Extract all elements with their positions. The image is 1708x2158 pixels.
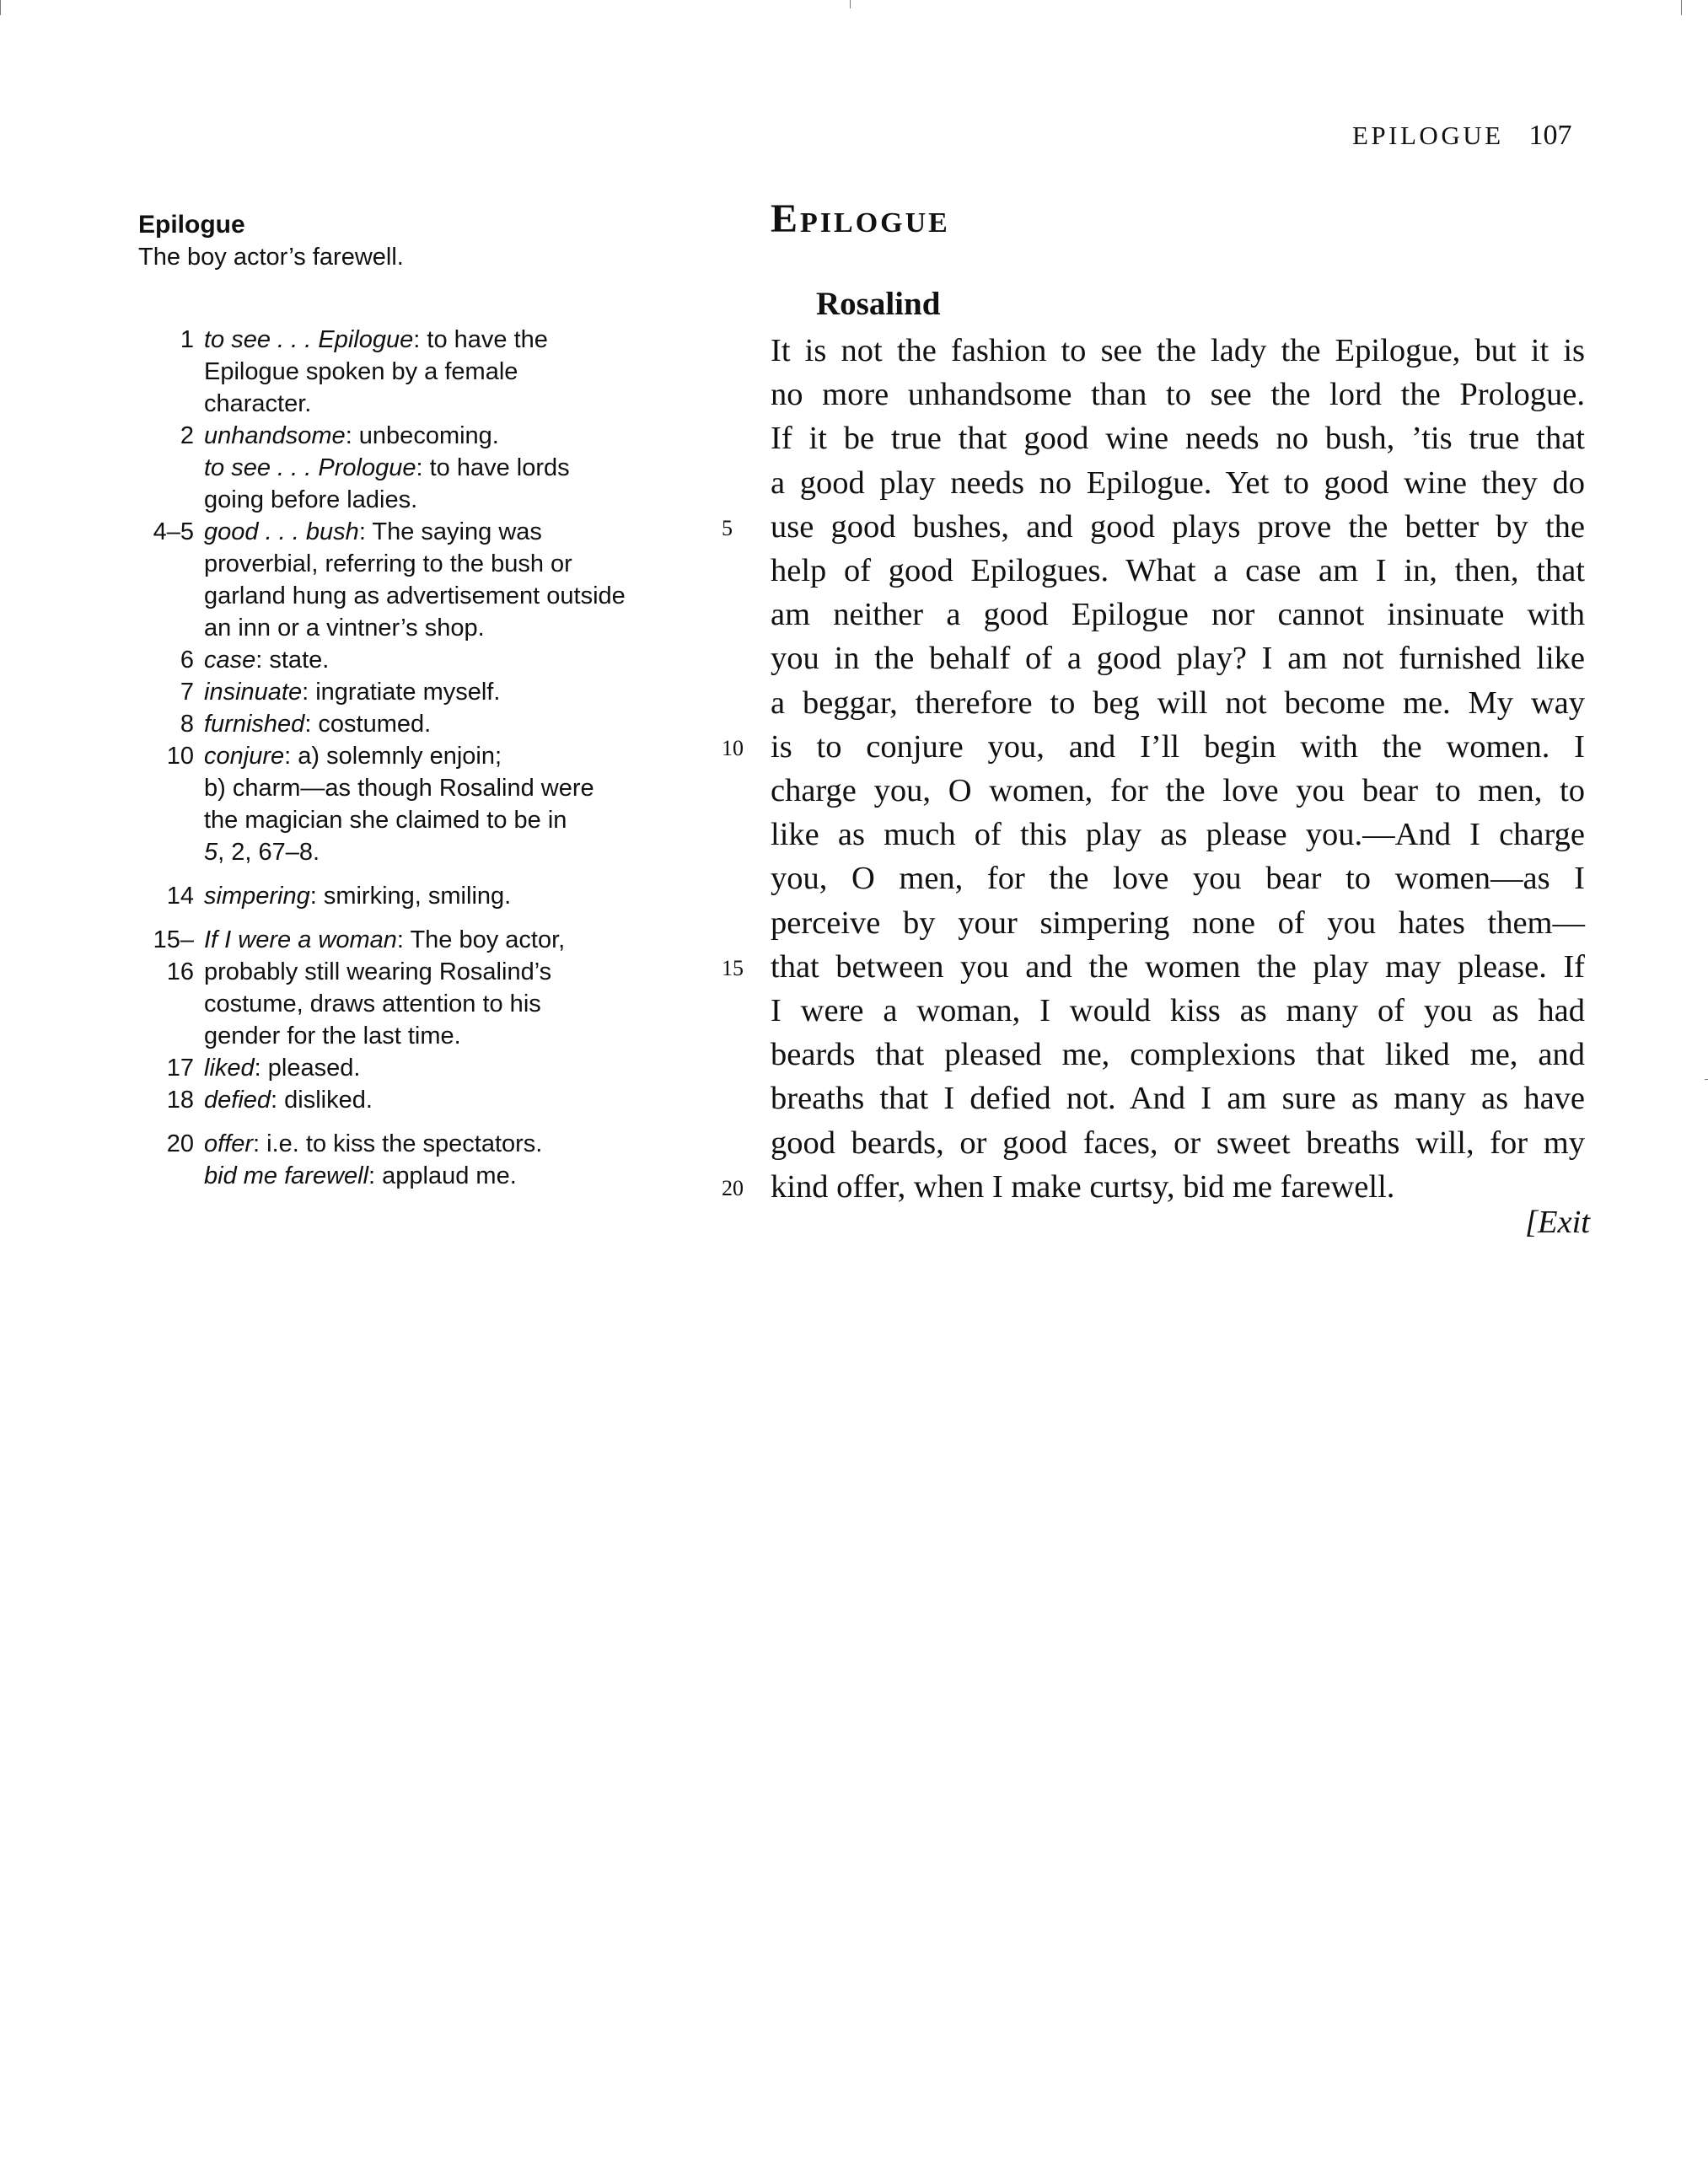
play-line-text: is to conjure you, and I’ll begin with the women. I bbox=[771, 728, 1585, 765]
note-gloss: : a) solemnly enjoin; bbox=[284, 743, 502, 770]
note-line: garland hung as advertisement outside bbox=[204, 582, 626, 609]
play-line bbox=[722, 1165, 1585, 1209]
play-line-text: I were a woman, I would kiss as many of you as had bbox=[771, 993, 1585, 1029]
note-gloss: : smirking, smiling. bbox=[309, 883, 512, 910]
stage-direction-exit: [Exit bbox=[1525, 1205, 1590, 1240]
note-lemma: furnished bbox=[204, 711, 305, 738]
note-item bbox=[138, 676, 678, 708]
play-title-rest: PILOGUE bbox=[800, 207, 950, 239]
running-head bbox=[1352, 120, 1590, 152]
note-lemma: conjure bbox=[204, 743, 285, 770]
note-line bbox=[204, 708, 678, 740]
note-item bbox=[138, 420, 678, 452]
crop-mark bbox=[1681, 0, 1682, 15]
note-line: probably still wearing Rosalind’s bbox=[204, 958, 552, 985]
play-line-text: a beggar, therefore to beg will not become me. My way bbox=[771, 684, 1585, 721]
play-line-text: am neither a good Epilogue nor cannot insinuate with bbox=[771, 597, 1585, 633]
page-number: 107 bbox=[1528, 120, 1572, 151]
note-line-number: 20 bbox=[166, 1130, 194, 1157]
note-lemma: defied bbox=[204, 1087, 271, 1114]
note-lemma: good . . . bush bbox=[204, 518, 359, 545]
note-gloss: : ingratiate myself. bbox=[302, 679, 501, 706]
note-line: costume, draws attention to his bbox=[204, 990, 541, 1017]
play-line-text: kind offer, when I make curtsy, bid me farewell. bbox=[771, 1168, 1395, 1205]
play-line-text: a good play needs no Epilogue. Yet to good wine they do bbox=[771, 464, 1585, 501]
note-item bbox=[138, 880, 678, 912]
play-line-text: perceive by your simpering none of you hates them— bbox=[771, 905, 1585, 941]
play-line bbox=[771, 329, 1585, 373]
note-gloss: : i.e. to kiss the spectators. bbox=[253, 1130, 543, 1157]
note-item bbox=[138, 924, 678, 1052]
play-line bbox=[771, 901, 1585, 945]
note-line bbox=[204, 924, 678, 956]
note-gloss: : state. bbox=[255, 647, 330, 674]
note-lemma: unhandsome bbox=[204, 422, 346, 449]
note-lemma: offer bbox=[204, 1130, 254, 1157]
play-line-number: 15 bbox=[722, 955, 744, 980]
crop-mark bbox=[850, 0, 851, 8]
play-line-text: It is not the fashion to see the lady the Epilogue, but it is bbox=[771, 333, 1585, 368]
play-line-text: beards that pleased me, complexions that liked me, and bbox=[771, 1037, 1585, 1073]
play-line bbox=[771, 636, 1585, 680]
note-line: proverbial, referring to the bush or bbox=[204, 550, 572, 577]
play-line-text: use good bushes, and good plays prove the better by the bbox=[771, 508, 1585, 545]
play-line-text: help of good Epilogues. What a case am I in, then, that bbox=[771, 553, 1585, 589]
play-line bbox=[771, 769, 1585, 813]
note-line: b) charm—as though Rosalind were bbox=[204, 775, 594, 802]
play-line bbox=[771, 373, 1585, 416]
crop-mark bbox=[0, 0, 1, 15]
note-lemma: If I were a woman bbox=[204, 926, 397, 953]
play-title-initial: E bbox=[771, 196, 801, 241]
note-list bbox=[138, 324, 678, 1192]
play-line bbox=[771, 549, 1585, 593]
play-line-text: good beards, or good faces, or sweet breaths will, for my bbox=[771, 1125, 1585, 1161]
note-line bbox=[204, 1160, 678, 1192]
play-line-text: no more unhandsome than to see the lord the Prologue. bbox=[771, 377, 1585, 413]
play-line bbox=[771, 416, 1585, 460]
note-line-number: 10 bbox=[166, 743, 194, 770]
note-line-number: 15–16 bbox=[153, 926, 194, 985]
notes-subtitle: The boy actor’s farewell. bbox=[138, 244, 404, 271]
note-item bbox=[138, 452, 678, 516]
play-text bbox=[722, 329, 1585, 1209]
note-line-number: 8 bbox=[180, 711, 194, 738]
note-gloss: : unbecoming. bbox=[345, 422, 499, 449]
play-line bbox=[771, 856, 1585, 900]
notes-title: Epilogue bbox=[138, 211, 245, 239]
note-line: going before ladies. bbox=[204, 486, 418, 513]
play-line bbox=[771, 461, 1585, 505]
note-line bbox=[204, 1128, 678, 1160]
play-line bbox=[771, 813, 1585, 856]
play-line bbox=[722, 945, 1585, 989]
commentary-notes bbox=[138, 209, 678, 1192]
note-line-number: 4–5 bbox=[153, 518, 194, 545]
play-line bbox=[771, 1121, 1585, 1165]
note-line bbox=[204, 1052, 678, 1084]
note-gloss: : to have the bbox=[413, 326, 548, 353]
play-line bbox=[771, 681, 1585, 725]
play-section-title bbox=[771, 196, 950, 242]
note-item bbox=[138, 1160, 678, 1192]
note-item bbox=[138, 516, 678, 644]
play-line-number: 5 bbox=[722, 515, 733, 540]
note-gloss: : disliked. bbox=[271, 1087, 373, 1114]
note-lemma: to see . . . Epilogue bbox=[204, 326, 414, 353]
play-line bbox=[722, 505, 1585, 549]
speaker-name: Rosalind bbox=[816, 286, 941, 322]
play-line bbox=[771, 989, 1585, 1033]
note-lemma: case bbox=[204, 647, 256, 674]
note-gloss: : to have lords bbox=[416, 454, 570, 481]
note-gloss: , 2, 67–8. bbox=[218, 839, 320, 866]
note-gloss: : costumed. bbox=[304, 711, 432, 738]
play-line bbox=[771, 1076, 1585, 1120]
note-lemma: to see . . . Prologue bbox=[204, 454, 416, 481]
note-line-number: 18 bbox=[166, 1087, 194, 1114]
play-line bbox=[722, 725, 1585, 769]
play-line-text: you in the behalf of a good play? I am not furnished like bbox=[771, 641, 1585, 677]
note-line bbox=[204, 644, 678, 676]
note-line: character. bbox=[204, 390, 312, 417]
note-gloss: : The saying was bbox=[358, 518, 542, 545]
play-line-number: 10 bbox=[722, 735, 744, 760]
note-item bbox=[138, 708, 678, 740]
play-line-number: 20 bbox=[722, 1175, 744, 1200]
note-line bbox=[204, 836, 678, 868]
play-line-text: breaths that I defied not. And I am sure as many as have bbox=[771, 1081, 1585, 1117]
play-line-text: If it be true that good wine needs no bush, ’tis true that bbox=[771, 421, 1585, 457]
note-line bbox=[204, 324, 678, 356]
note-lemma: 5 bbox=[204, 839, 218, 866]
note-line-number: 2 bbox=[180, 422, 194, 449]
note-gloss: : pleased. bbox=[254, 1055, 361, 1082]
note-line: Epilogue spoken by a female bbox=[204, 358, 518, 385]
note-line bbox=[204, 516, 678, 548]
note-gloss: : The boy actor, bbox=[396, 926, 566, 953]
play-line-text: charge you, O women, for the love you bear to men, to bbox=[771, 773, 1585, 809]
running-head-title: EPILOGUE bbox=[1352, 121, 1504, 150]
note-line bbox=[204, 420, 678, 452]
play-line-text: that between you and the women the play may please. If bbox=[771, 948, 1585, 985]
note-line bbox=[204, 452, 678, 484]
note-line-number: 7 bbox=[180, 679, 194, 706]
note-line bbox=[204, 740, 678, 772]
note-item bbox=[138, 1052, 678, 1084]
play-line bbox=[771, 593, 1585, 636]
play-line-text: you, O men, for the love you bear to women—as I bbox=[771, 861, 1585, 897]
crop-mark bbox=[1705, 1079, 1708, 1080]
note-item bbox=[138, 644, 678, 676]
note-lemma: liked bbox=[204, 1055, 255, 1082]
play-line-text: like as much of this play as please you.—And I charge bbox=[771, 817, 1585, 853]
note-lemma: simpering bbox=[204, 883, 310, 910]
note-line: the magician she claimed to be in bbox=[204, 807, 567, 834]
note-line bbox=[204, 676, 678, 708]
note-lemma: bid me farewell bbox=[204, 1162, 369, 1189]
note-line: gender for the last time. bbox=[204, 1023, 461, 1049]
note-gloss: : applaud me. bbox=[368, 1162, 517, 1189]
note-line-number: 17 bbox=[166, 1055, 194, 1082]
note-line: an inn or a vintner’s shop. bbox=[204, 615, 485, 641]
note-item bbox=[138, 740, 678, 868]
note-line-number: 14 bbox=[166, 883, 194, 910]
play-line bbox=[771, 1033, 1585, 1076]
note-line bbox=[204, 880, 678, 912]
note-item bbox=[138, 1128, 678, 1160]
note-line bbox=[204, 1084, 678, 1116]
note-item bbox=[138, 1084, 678, 1116]
note-line-number: 1 bbox=[180, 326, 194, 353]
note-line-number: 6 bbox=[180, 647, 194, 674]
note-lemma: insinuate bbox=[204, 679, 303, 706]
note-item bbox=[138, 324, 678, 420]
